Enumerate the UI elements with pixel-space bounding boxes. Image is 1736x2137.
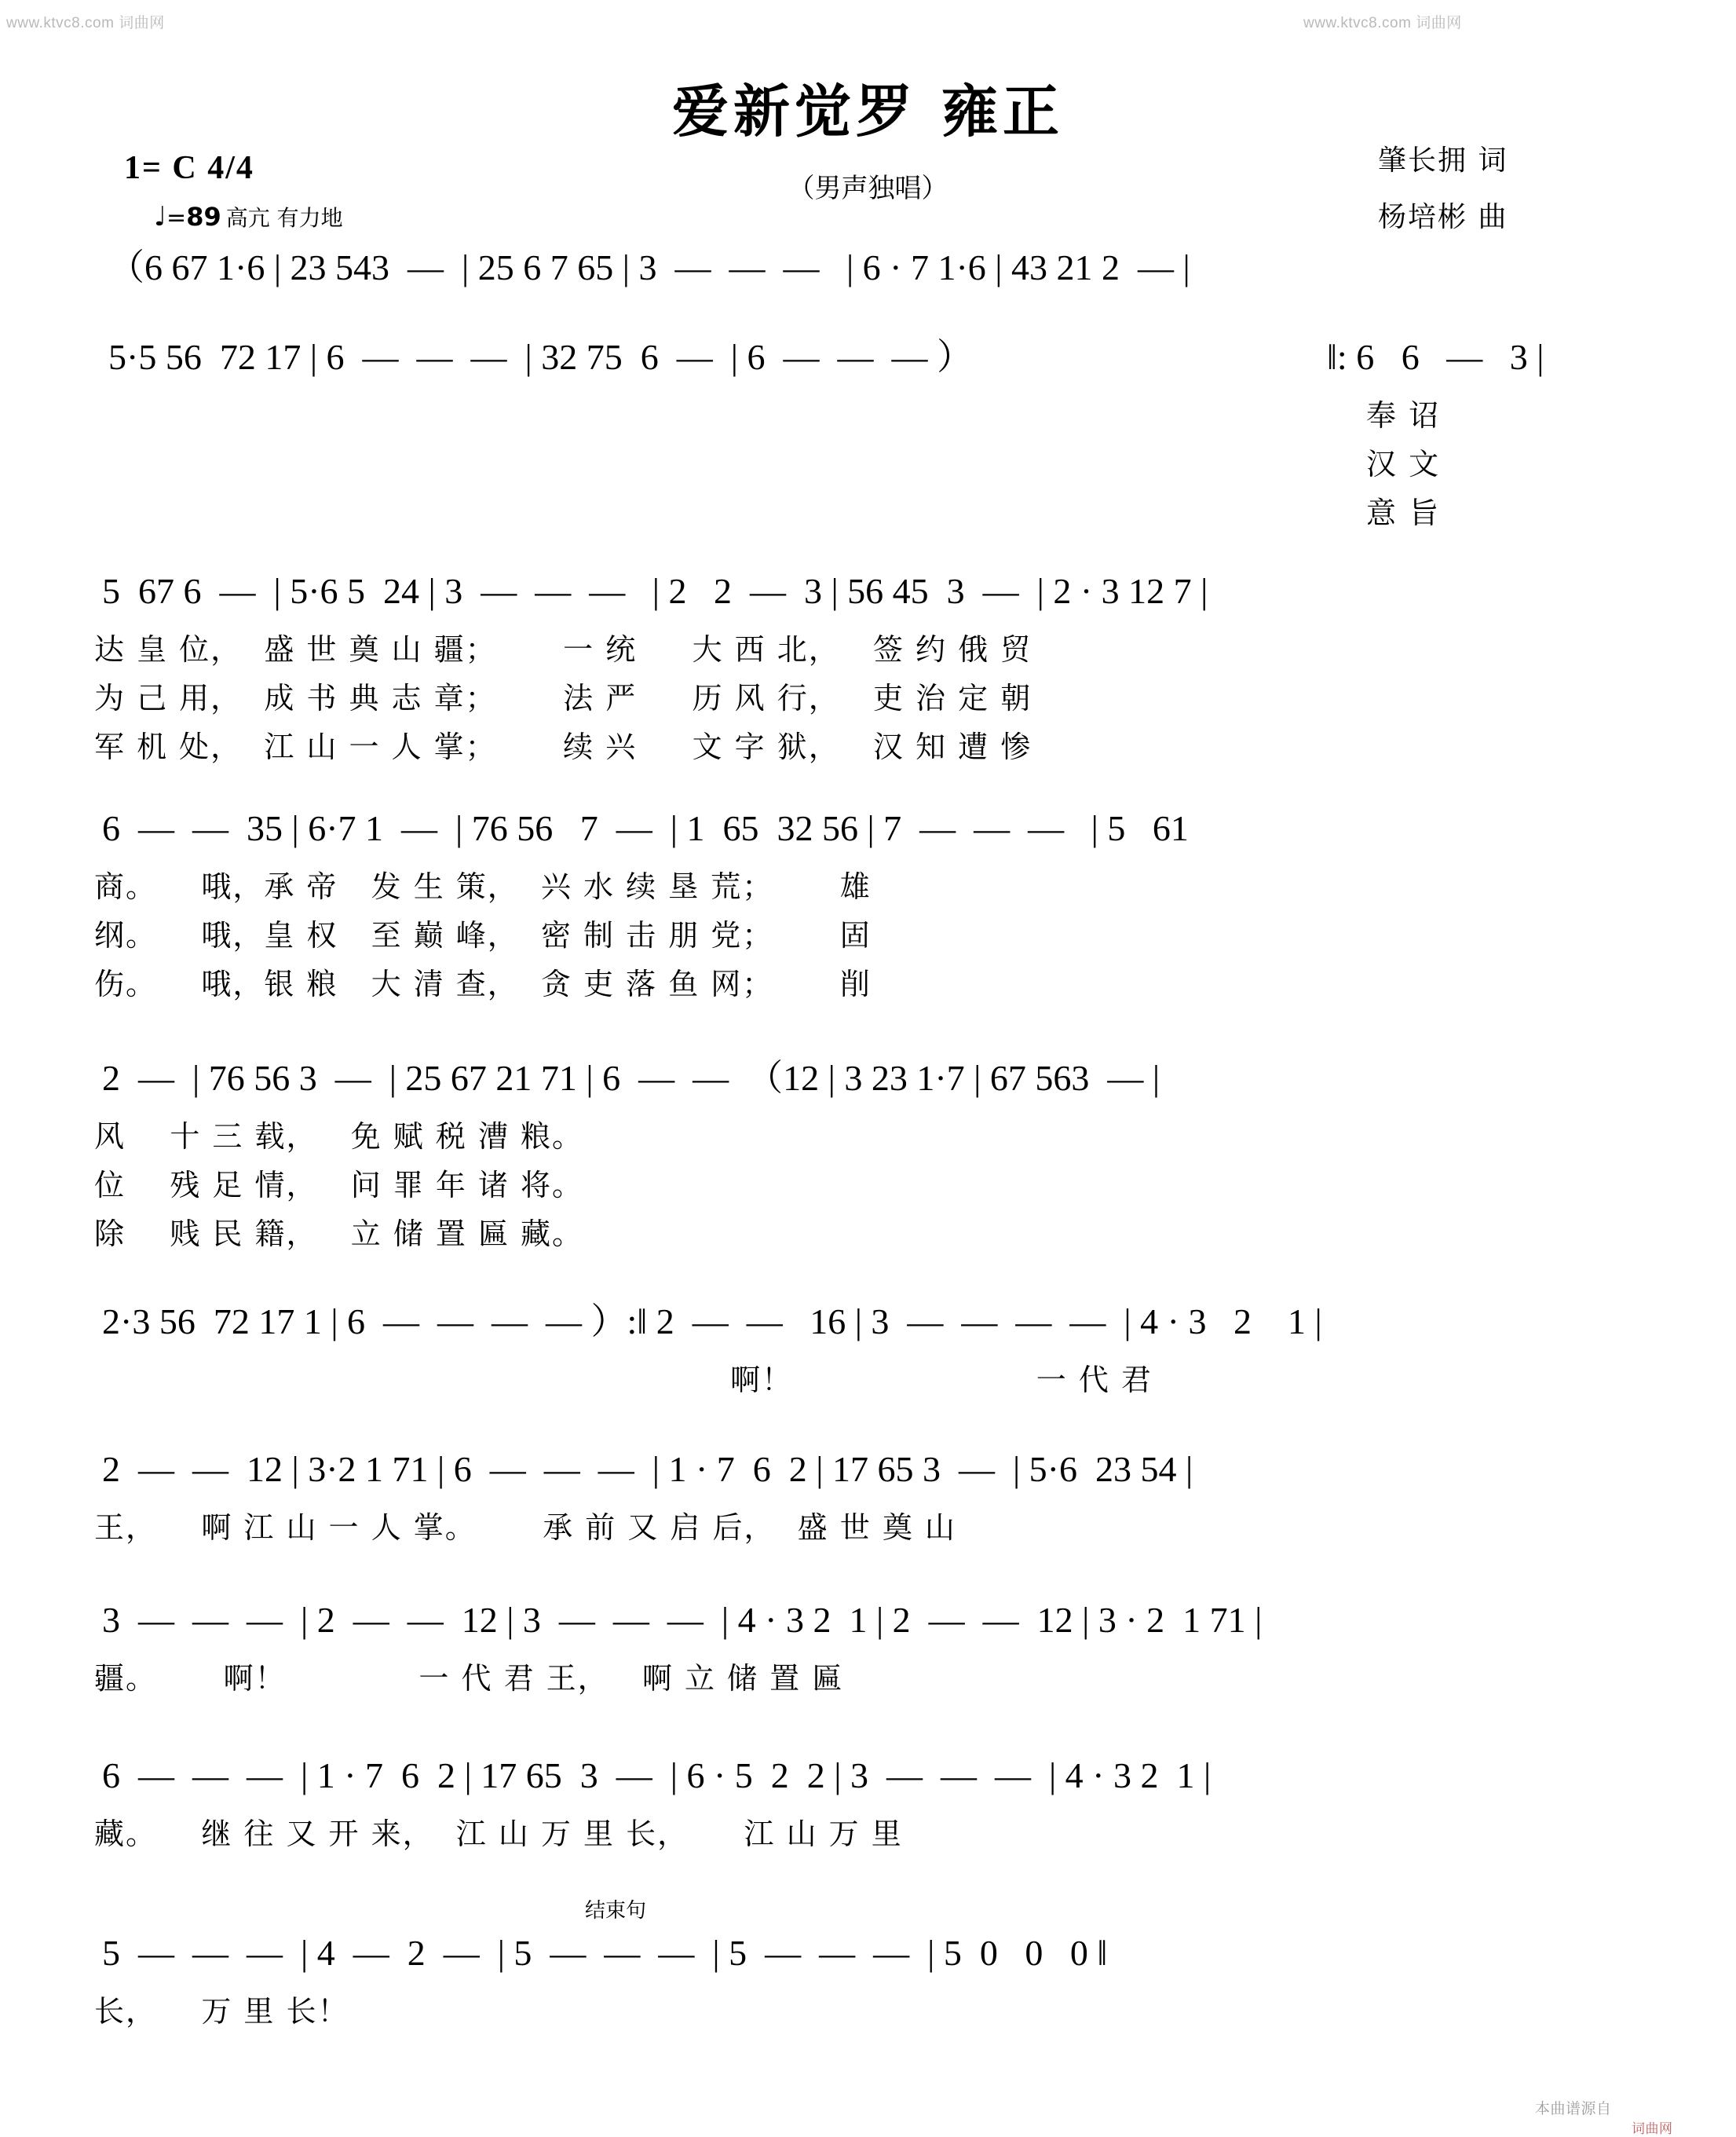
lyricist-credit: 肇长拥 词	[1378, 145, 1508, 177]
system-3-lyric-verse-1: 风 十 三 载， 免 赋 税 漕 粮。	[94, 1119, 584, 1154]
system-1-lyric-verse-3: 军 机 处， 江 山 一 人 掌； 续 兴 文 字 狱， 汉 知 遭 惨	[94, 730, 1032, 764]
key-signature: 1= C 4/4	[124, 150, 254, 186]
tempo-note-icon: ♩	[154, 201, 167, 232]
pickup-lyric-verse-2: 汉 文	[1366, 447, 1441, 481]
ending-phrase-mark: 结束句	[585, 1899, 647, 1923]
system-8-lyric: 长， 万 里 长！	[94, 1994, 349, 2029]
system-2-lyric-verse-1: 商。 哦，承 帝 发 生 策， 兴 水 续 垦 荒； 雄	[94, 869, 872, 904]
system-1-lyric-verse-1: 达 皇 位， 盛 世 奠 山 疆； 一 统 大 西 北， 签 约 俄 贸	[94, 632, 1032, 667]
page-subtitle: （男声独唱）	[788, 173, 948, 204]
pickup-lyric-verse-3: 意 旨	[1366, 496, 1441, 530]
system-7-notes: 6 — — — | 1 · 7 6 2 | 17 65 3 — | 6 · 5 2 2 | 3 — — — | 4 · 3 2 1 |	[102, 1755, 1212, 1795]
system-5-lyric: 王， 啊 江 山 一 人 掌。 承 前 又 启 后， 盛 世 奠 山	[94, 1510, 956, 1545]
expression-marking: 高亢 有力地	[225, 205, 343, 231]
system-6-lyric: 疆。 啊！ 一 代 君 王， 啊 立 储 置 匾	[94, 1661, 844, 1696]
pickup-lyric-verse-1: 奉 诏	[1366, 398, 1441, 433]
system-4-notes: 2·3 56 72 17 1 | 6 — — — — ）:‖ 2 — — 16 | 3 — — — — | 4 · 3 2 1 |	[102, 1301, 1322, 1341]
system-3-lyric-verse-2: 位 残 足 情， 问 罪 年 诸 将。	[94, 1168, 584, 1202]
page-title: 爱新觉罗 雍正	[671, 79, 1065, 145]
system-6-notes: 3 — — — | 2 — — 12 | 3 — — — | 4 · 3 2 1 | 2 — — 12 | 3 · 2 1 71 |	[102, 1600, 1263, 1640]
system-1-lyric-verse-2: 为 己 用， 成 书 典 志 章； 法 严 历 风 行， 吏 治 定 朝	[94, 681, 1032, 715]
watermark-top-left: www.ktvc8.com 词曲网	[6, 15, 165, 31]
system-4-lyric: 啊！ 一 代 君	[730, 1363, 1153, 1397]
system-2-lyric-verse-3: 伤。 哦，银 粮 大 清 查， 贪 吏 落 鱼 网； 削	[94, 967, 872, 1001]
watermark-bottom-right: 本曲谱源自	[1535, 2101, 1612, 2117]
tempo-value: 89	[186, 202, 221, 232]
watermark-top-right: www.ktvc8.com 词曲网	[1303, 15, 1462, 31]
system-8-notes: 5 — — — | 4 — 2 — | 5 — — — | 5 — — — | 5 0 0 0 ‖	[102, 1933, 1108, 1973]
system-2-lyric-verse-2: 纲。 哦，皇 权 至 巅 峰， 密 制 击 朋 党； 固	[94, 918, 872, 953]
repeat-open-measure: ‖: 6 6 — 3 |	[1327, 337, 1544, 377]
composer-credit: 杨培彬 曲	[1378, 201, 1508, 233]
watermark-bottom-right-site: 词曲网	[1632, 2121, 1673, 2136]
tempo-marking	[154, 201, 343, 232]
system-5-notes: 2 — — 12 | 3·2 1 71 | 6 — — — | 1 · 7 6 2 | 17 65 3 — | 5·6 23 54 |	[102, 1449, 1193, 1489]
system-1-notes: 5 67 6 — | 5·6 5 24 | 3 — — — | 2 2 — 3 | 56 45 3 — | 2 · 3 12 7 |	[102, 571, 1208, 611]
intro-notes-line-2: 5·5 56 72 17 | 6 — — — | 32 75 6 — | 6 — — — ）	[108, 337, 973, 377]
tempo-equals: =	[166, 204, 187, 232]
system-7-lyric: 藏。 继 往 又 开 来， 江 山 万 里 长， 江 山 万 里	[94, 1817, 903, 1851]
system-3-notes: 2 — | 76 56 3 — | 25 67 21 71 | 6 — — （12 | 3 23 1·7 | 67 563 — |	[102, 1058, 1160, 1098]
system-3-lyric-verse-3: 除 贱 民 籍， 立 储 置 匾 藏。	[94, 1217, 584, 1251]
intro-notes-line-1: （6 67 1·6 | 23 543 — | 25 6 7 65 | 3 — — — | 6 · 7 1·6 | 43 21 2 — |	[108, 247, 1190, 287]
system-2-notes: 6 — — 35 | 6·7 1 — | 76 56 7 — | 1 65 32 56 | 7 — — — | 5 61	[102, 808, 1189, 848]
